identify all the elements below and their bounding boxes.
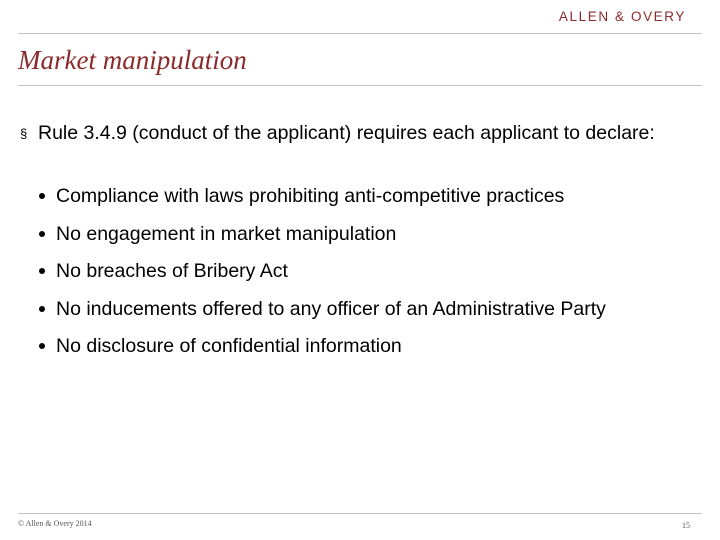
footer-divider — [18, 513, 702, 514]
sub-bullet-item — [36, 183, 706, 221]
title-divider — [18, 85, 702, 86]
sub-bullet-item — [36, 333, 706, 371]
main-bullet — [20, 120, 690, 147]
sub-bullet-item — [36, 221, 706, 259]
sub-bullet-item — [36, 258, 706, 296]
main-bullet-text: Rule 3.4.9 (conduct of the applicant) requires each applicant to declare: — [38, 122, 655, 144]
sub-bullet-text: No inducements offered to any officer of an Administrative Party — [56, 297, 606, 320]
bullet-dot-icon — [39, 343, 45, 349]
sub-bullet-text: No breaches of Bribery Act — [56, 260, 288, 282]
bullet-dot-icon — [39, 306, 45, 312]
sub-bullet-text: Compliance with laws prohibiting anti-competitive practices — [56, 185, 565, 207]
bullet-dot-icon — [39, 268, 45, 274]
header-divider — [18, 33, 702, 34]
copyright-notice: © Allen & Overy 2014 — [18, 519, 92, 528]
page-number: 15 — [682, 521, 690, 530]
section-bullet-marker: § — [20, 126, 28, 141]
sub-bullet-list — [36, 183, 706, 371]
bullet-dot-icon — [39, 231, 45, 237]
sub-bullet-item — [36, 296, 706, 334]
bullet-dot-icon — [39, 193, 45, 199]
sub-bullet-text: No disclosure of confidential information — [56, 335, 402, 357]
sub-bullet-text: No engagement in market manipulation — [56, 222, 397, 245]
allen-overy-logo: ALLEN & OVERY — [558, 9, 686, 24]
slide-title: Market manipulation — [18, 45, 247, 75]
